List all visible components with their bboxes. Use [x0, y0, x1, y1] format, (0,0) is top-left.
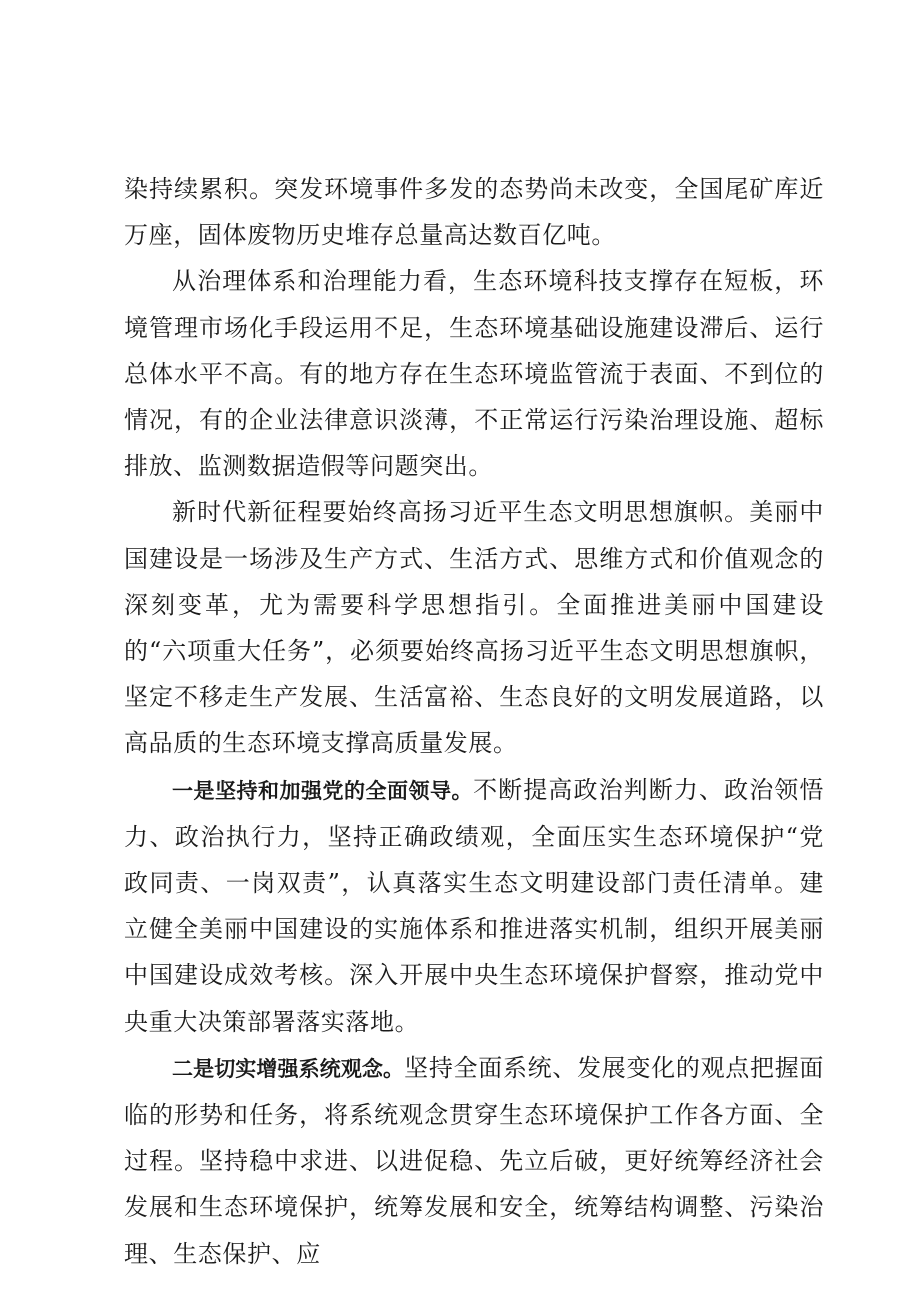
document-body: [124, 166, 824, 1277]
paragraph-4-text: 不断提高政治判断力、政治领悟力、政治执行力，坚持正确政绩观，全面压实生态环境保护“党政同责、一岗双责”，认真落实生态文明建设部门责任清单。建立健全美丽中国建设的实施体系和推进落实机制，组织开展美丽中国建设成效考核。深入开展中央生态环境保护督察，推动党中央重大决策部署落实落地。: [124, 775, 825, 1036]
paragraph-1-text: 染持续累积。突发环境事件多发的态势尚未改变，全国尾矿库近万座，固体废物历史堆存总量高达数百亿吨。: [124, 175, 824, 250]
paragraph-3-text: 新时代新征程要始终高扬习近平生态文明思想旗帜。美丽中国建设是一场涉及生产方式、生活方式、思维方式和价值观念的深刻变革，尤为需要科学思想指引。全面推进美丽中国建设的“六项重大任务”，必须要始终高扬习近平生态文明思想旗帜，坚定不移走生产发展、生活富裕、生态良好的文明发展道路，以高品质的生态环境支撑高质量发展。: [124, 498, 824, 758]
paragraph-5-text: 坚持全面系统、发展变化的观点把握面临的形势和任务，将系统观念贯穿生态环境保护工作各方面、全过程。坚持稳中求进、以进促稳、先立后破，更好统筹经济社会发展和生态环境保护，统筹发展和安全，统筹结构调整、污染治理、生态保护、应: [124, 1053, 824, 1268]
paragraph-5-lead: 二是切实增强系统观念。: [172, 1056, 405, 1081]
paragraph-1: [124, 166, 824, 258]
paragraph-4-lead: 一是坚持和加强党的全面领导。: [172, 778, 474, 803]
paragraph-2: [124, 258, 824, 489]
paragraph-5: [124, 1045, 824, 1277]
paragraph-4: [124, 767, 824, 1045]
paragraph-3: [124, 489, 824, 766]
paragraph-2-text: 从治理体系和治理能力看，生态环境科技支撑存在短板，环境管理市场化手段运用不足，生态环境基础设施建设滞后、运行总体水平不高。有的地方存在生态环境监管流于表面、不到位的情况，有的企业法律意识淡薄，不正常运行污染治理设施、超标排放、监测数据造假等问题突出。: [124, 267, 824, 481]
